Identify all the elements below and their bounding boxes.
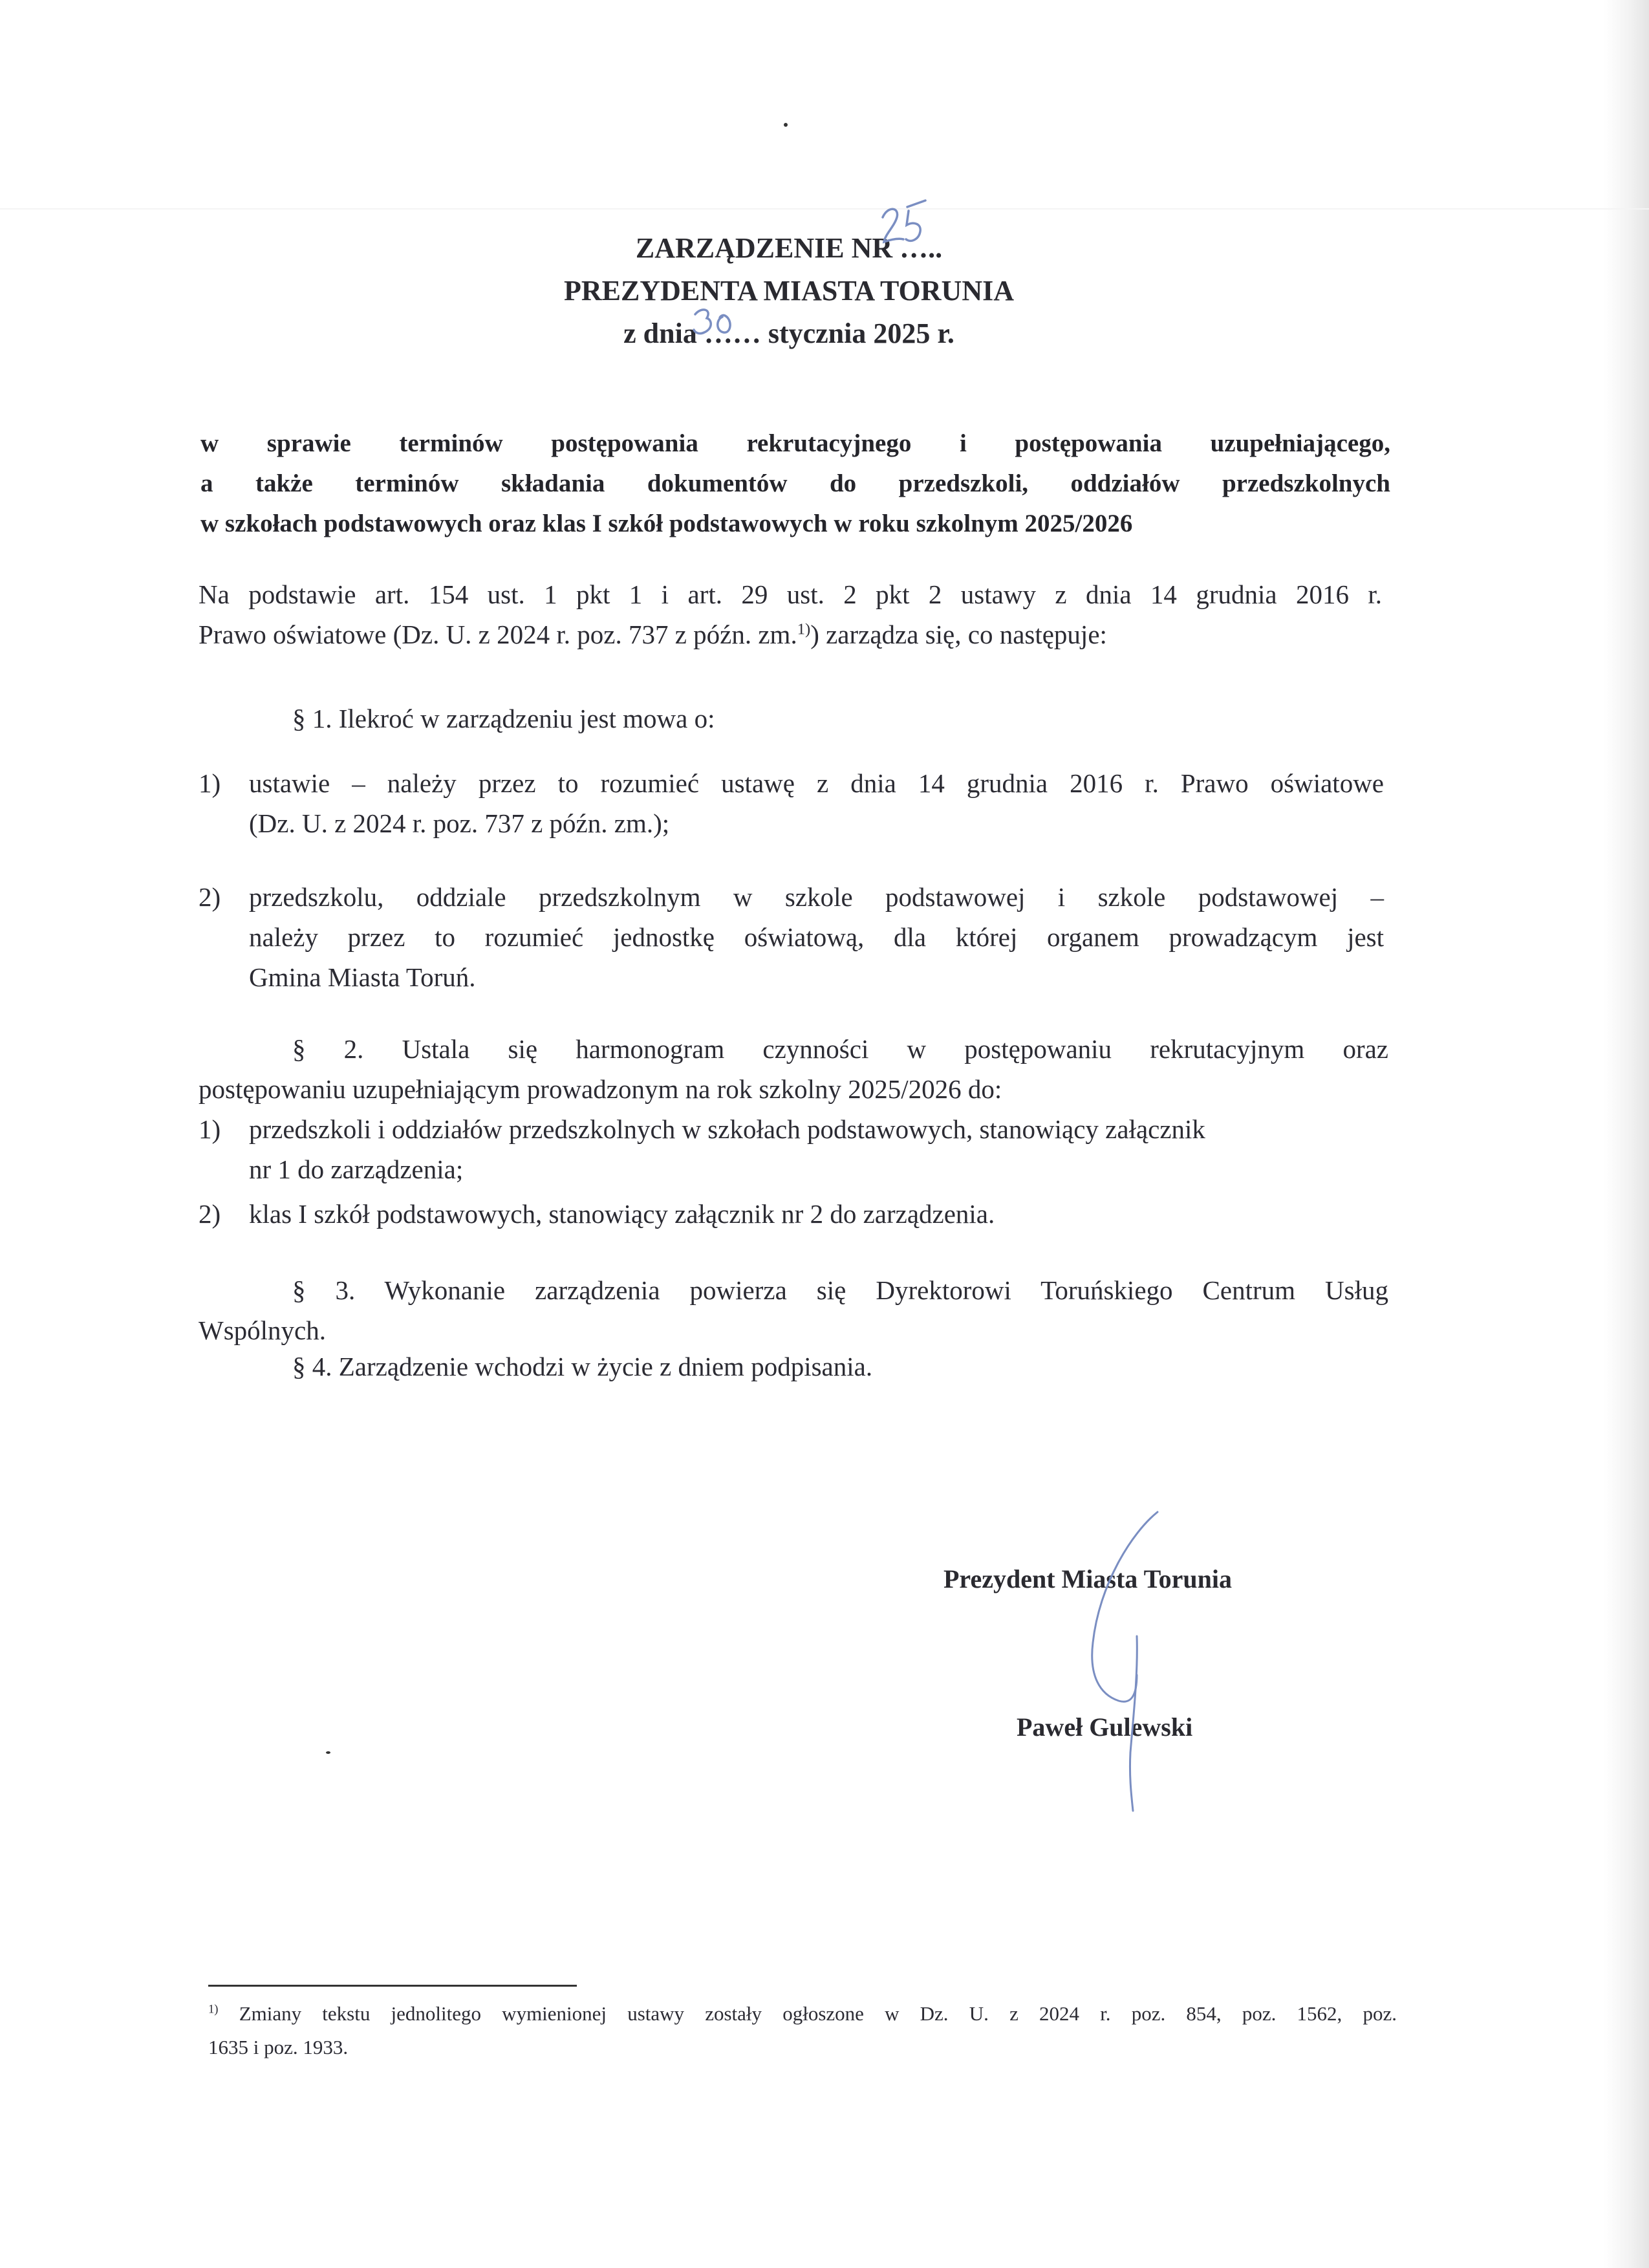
legal-basis-text: ) zarządza się, co następuje: [810, 620, 1107, 649]
list-item-line: przedszkolu, oddziale przedszkolnym w szkole podstawowej i szkole podstawowej – [249, 882, 1384, 912]
subject-line: w sprawie terminów postępowania rekrutacyjnego i postępowania uzupełniającego, [200, 429, 1390, 457]
signature-name: Paweł Gulewski [1017, 1712, 1193, 1742]
document-title [0, 234, 1578, 263]
list-number: 2) [199, 882, 221, 912]
section-4: § 4. Zarządzenie wchodzi w życie z dniem podpisania. [292, 1352, 873, 1381]
scan-speck [784, 123, 788, 127]
section-1-intro: § 1. Ilekroć w zarządzeniu jest mowa o: [292, 704, 715, 733]
legal-basis-line: Na podstawie art. 154 ust. 1 pkt 1 i art. 29 ust. 2 pkt 2 ustawy z dnia 14 grudnia 2016 r. [199, 579, 1382, 609]
scan-shadow-edge [1604, 0, 1649, 2268]
list-item-line: ustawie – należy przez to rozumieć ustawę z dnia 14 grudnia 2016 r. Prawo oświatowe [249, 768, 1384, 798]
section-2-line: postępowaniu uzupełniającym prowadzonym na rok szkolny 2025/2026 do: [199, 1074, 1002, 1104]
scan-speck [326, 1751, 330, 1754]
list-item-line: klas I szkół podstawowych, stanowiący załącznik nr 2 do zarządzenia. [249, 1199, 995, 1229]
footnote-line [208, 1997, 1397, 2031]
section-3 [199, 1270, 1388, 1350]
title-number-placeholder: ….. [900, 232, 943, 264]
handwritten-number [876, 191, 934, 256]
title-text: ZARZĄDZENIE NR [635, 232, 893, 264]
list-number: 1) [199, 1114, 221, 1144]
footnote-separator [208, 1985, 577, 1987]
legal-basis [199, 574, 1382, 654]
date-prefix: z dnia [623, 318, 697, 349]
signature-title: Prezydent Miasta Torunia [943, 1564, 1232, 1593]
section-1-item-1 [249, 763, 1384, 843]
section-2 [199, 1029, 1388, 1109]
footnote-line: 1635 i poz. 1933. [208, 2036, 349, 2058]
list-item-line: nr 1 do zarządzenia; [249, 1154, 464, 1184]
date-day-placeholder: …… [704, 318, 761, 349]
list-item-line: Gmina Miasta Toruń. [249, 962, 476, 992]
section-3-line: § 3. Wykonanie zarządzenia powierza się Dyrektorowi Toruńskiego Centrum Usług [292, 1275, 1388, 1305]
issuer-line: PREZYDENTA MIASTA TORUNIA [564, 275, 1014, 307]
section-3-line: Wspólnych. [199, 1315, 326, 1345]
footnote-reference: 1) [797, 620, 811, 638]
footnote-text: Zmiany tekstu jednolitego wymienionej ustawy zostały ogłoszone w Dz. U. z 2024 r. poz. 854, poz. 1562, poz. [239, 2002, 1397, 2025]
subject-line: a także terminów składania dokumentów do przedszkoli, oddziałów przedszkolnych [200, 470, 1390, 497]
handwritten-day [690, 303, 742, 348]
list-item-line: należy przez to rozumieć jednostkę oświatową, dla której organem prowadzącym jest [249, 922, 1384, 952]
section-1-item-2 [249, 877, 1384, 997]
list-number: 1) [199, 768, 221, 798]
date-suffix: stycznia 2025 r. [768, 318, 954, 349]
handwritten-signature [1061, 1507, 1164, 1817]
scan-line [0, 208, 1649, 210]
section-2-item-2 [249, 1194, 1384, 1234]
footnote [208, 1997, 1397, 2064]
list-number: 2) [199, 1199, 221, 1229]
footnote-marker: 1) [208, 2002, 219, 2016]
subject-line: w szkołach podstawowych oraz klas I szkół podstawowych w roku szkolnym 2025/2026 [200, 510, 1133, 537]
section-2-line: § 2. Ustala się harmonogram czynności w postępowaniu rekrutacyjnym oraz [292, 1034, 1388, 1064]
list-item-line: (Dz. U. z 2024 r. poz. 737 z późn. zm.); [249, 808, 670, 838]
date-line [0, 319, 1578, 348]
legal-basis-text: Prawo oświatowe (Dz. U. z 2024 r. poz. 737 z późn. zm. [199, 620, 797, 649]
legal-basis-line [199, 614, 1382, 654]
list-item-line: przedszkoli i oddziałów przedszkolnych w szkołach podstawowych, stanowiący załącznik [249, 1114, 1205, 1144]
section-2-item-1 [249, 1109, 1384, 1189]
subject-block [200, 424, 1390, 544]
